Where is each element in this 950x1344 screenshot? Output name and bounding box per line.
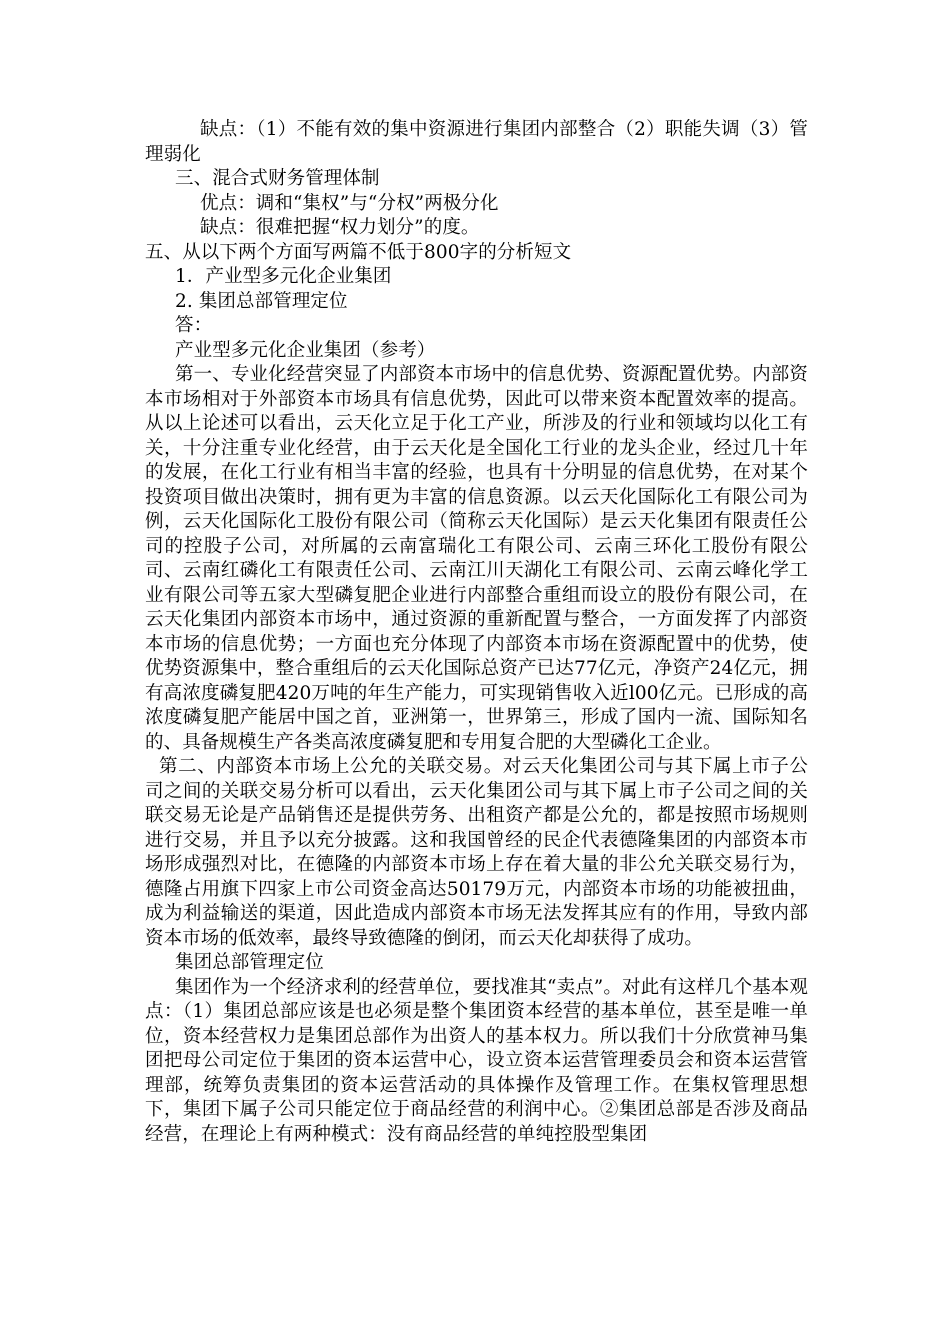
section-heading-five: 五、从以下两个方面写两篇不低于800字的分析短文 bbox=[145, 241, 572, 263]
weakness-paragraph-1: 缺点：（1）不能有效的集中资源进行集团内部整合（2）职能失调（3）管理弱化 bbox=[145, 119, 808, 165]
essay-paragraph-1: 第一、专业化经营突显了内部资本市场中的信息优势、资源配置优势。内部资本市场相对于外部资本市场具有信息优势，因此可以带来资本配置效率的提高。从以上论述可以看出，云天化立足于化工产业，所涉及的行业和领域均以化工有关，十分注重专业化经营，由于云天化是全国化工行业的龙头企业，经过几十年的发展，在化工行业有相当丰富的经验，也具有十分明显的信息优势，在对某个投资项目做出决策时，拥有更为丰富的信息资源。以云天化国际化工有限公司为例，云天化国际化工股份有限公司（简称云天化国际）是云天化集团有限责任公司的控股子公司，对所属的云南富瑞化工有限公司、云南三环化工股份有限公司、云南红磷化工有限责任公司、云南江川天湖化工有限公司、云南云峰化学工业有限公司等五家大型磷复肥企业进行内部整合重组而设立的股份有限公司，在云天化集团内部资本市场中，通过资源的重新配置与整合，一方面发挥了内部资本市场的信息优势；一方面也充分体现了内部资本市场在资源配置中的优势，使优势资源集中，整合重组后的云天化国际总资产已达77亿元，净资产24亿元，拥有高浓度磷复肥420万吨的年生产能力，可实现销售收入近l00亿元。已形成的高浓度磷复肥产能居中国之首，亚洲第一，世界第三，形成了国内一流、国际知名的、具备规模生产各类高浓度磷复肥和专用复合肥的大型磷化工企业。 bbox=[145, 364, 808, 753]
essay-paragraph-2: 第二、内部资本市场上公允的关联交易。对云天化集团公司与其下属上市子公司之间的关联交易分析可以看出，云天化集团公司与其下属上市子公司之间的关联交易无论是产品销售还是提供劳务、出租资产都是公允的，都是按照市场规则进行交易，并且予以充分披露。这和我国曾经的民企代表德隆集团的内部资本市场形成强烈对比，在德隆的内部资本市场上存在着大量的非公允关联交易行为，德隆占用旗下四家上市公司资金高达50179万元，内部资本市场的功能被扭曲，成为利益输送的渠道，因此造成内部资本市场无法发挥其应有的作用，导致内部资本市场的低效率，最终导致德隆的倒闭，而云天化却获得了成功。 bbox=[145, 756, 808, 949]
essay-title-1: 产业型多元化企业集团（参考） bbox=[175, 339, 436, 361]
answer-label: 答： bbox=[175, 315, 213, 336]
weakness-line: 缺点：很难把握“权力划分”的度。 bbox=[200, 217, 480, 238]
section-heading-mixed: 三、混合式财务管理体制 bbox=[175, 168, 380, 189]
advantage-line: 优点：调和“集权”与“分权”两极分化 bbox=[200, 192, 499, 214]
essay-paragraph-3: 集团作为一个经济求利的经营单位，要找准其“卖点”。对此有这样几个基本观点：（1）集团总部应该是也必须是整个集团资本经营的基本单位，甚至是唯一单位，资本经营权力是集团总部作为出资人的基本权力。所以我们十分欣赏神马集团把母公司定位于集团的资本运营中心，设立资本运营管理委员会和资本运营管理部，统筹负责集团的资本运营活动的具体操作及管理工作。在集权管理思想下，集团下属子公司只能定位于商品经营的利润中心。②集团总部是否涉及商品经营，在理论上有两种模式：没有商品经营的单纯控股型集团 bbox=[145, 976, 808, 1145]
topic-item-2: 2. 集团总部管理定位 bbox=[175, 290, 348, 312]
topic-item-1: 1．产业型多元化企业集团 bbox=[175, 266, 392, 287]
essay-title-2: 集团总部管理定位 bbox=[175, 952, 324, 973]
document-page bbox=[145, 118, 808, 1147]
